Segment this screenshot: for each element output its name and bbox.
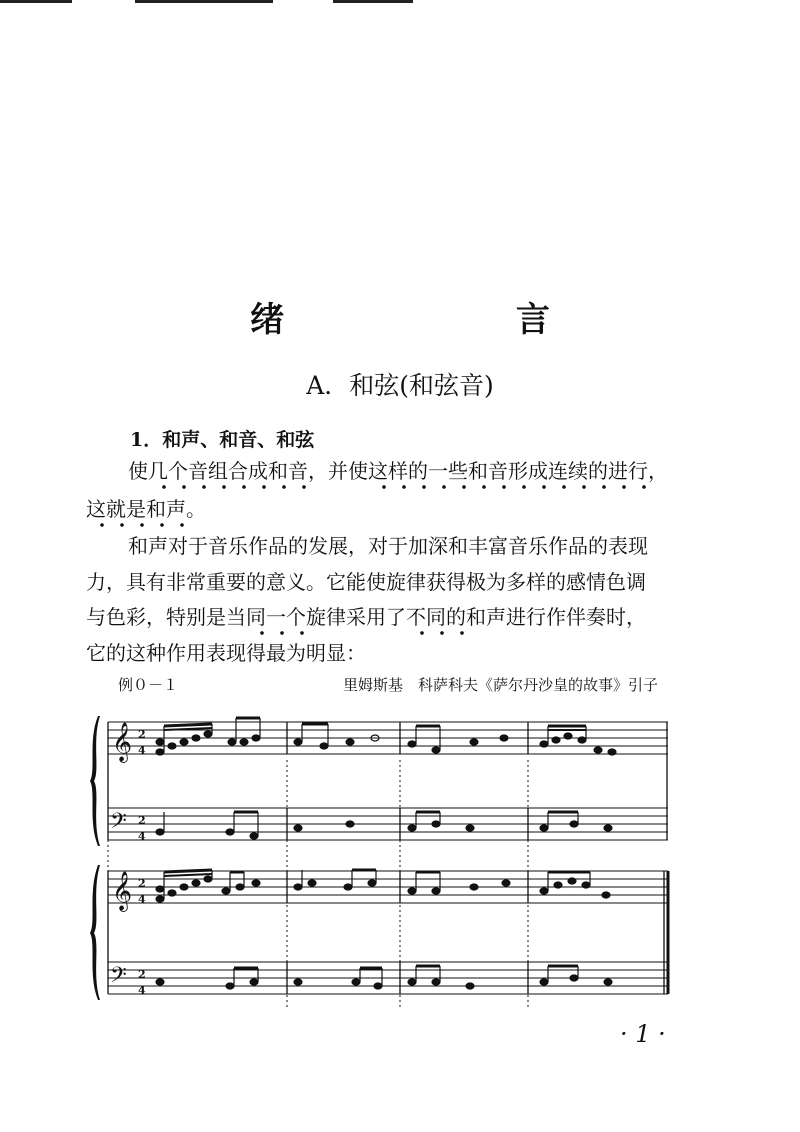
subsection-title: 1．和声、和音、和弦 [130,429,315,451]
svg-text:4: 4 [138,893,146,906]
dotted-guides [108,760,528,1010]
svg-text:2: 2 [138,814,146,827]
barlines [108,722,668,994]
top-rule-1 [0,0,72,3]
svg-text:2: 2 [138,877,146,890]
bass-clef-icon: 𝄢 [110,809,127,839]
chapter-title: 绪 言 [250,300,660,340]
svg-text:4: 4 [138,984,146,997]
svg-text:2: 2 [138,968,146,981]
example-label: 例０－１ [118,676,179,694]
svg-text:2: 2 [138,728,146,741]
svg-text:4: 4 [138,744,146,757]
svg-text:4: 4 [138,830,146,843]
paragraph-line: 这就是和声。 [86,497,206,521]
top-rule-3 [333,0,413,3]
example-source: 里姆斯基 科萨科夫《萨尔丹沙皇的故事》引子 [343,676,659,694]
time-signatures [138,728,146,997]
staff-bass-2 [108,962,668,994]
staff-bass-1 [108,808,668,840]
braces [90,716,100,1000]
paragraph-line: 力，具有非常重要的意义。它能使旋律获得极为多样的感情色调 [86,570,646,594]
notes-system-2 [156,870,612,989]
section-title: A．和弦(和弦音) [306,371,494,400]
paragraph-line: 它的这种作用表现得最为明显： [86,641,366,665]
paragraph-line: 和声对于音乐作品的发展，对于加深和丰富音乐作品的表现 [128,534,648,558]
music-score [0,690,800,1020]
treble-clef-icon: 𝄞 [112,722,133,762]
paragraph-line: 使几个音组合成和音，并使这样的一些和音形成连续的进行， [128,459,668,483]
notes-system-1 [156,718,616,839]
top-rule-2 [135,0,273,3]
paragraph-line: 与色彩，特别是当同一个旋律采用了不同的和声进行作伴奏时， [86,605,646,629]
treble-clef-icon: 𝄞 [112,871,133,911]
page-number: · 1 · [620,1020,666,1048]
bass-clef-icon: 𝄢 [110,963,127,993]
